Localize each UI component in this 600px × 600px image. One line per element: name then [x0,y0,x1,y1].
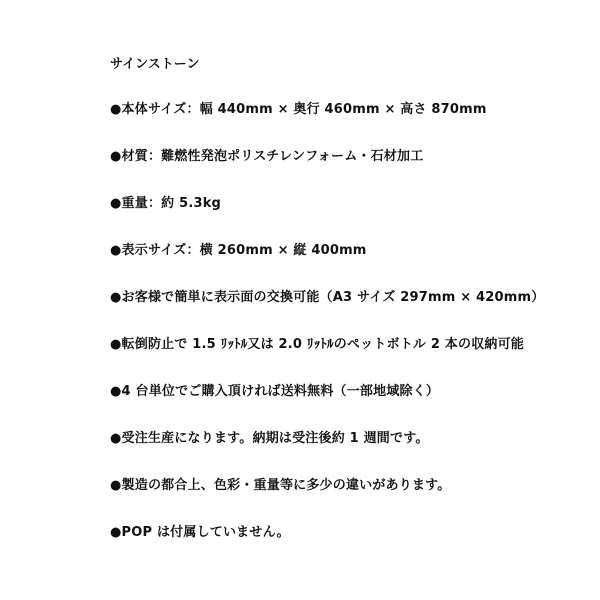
spec-line-body-size: ●本体サイズ：幅 440mm × 奥行 460mm × 高さ 870mm [110,102,487,117]
product-title: サインストーン [110,57,200,72]
spec-line-manufacturing-note: ●製造の都合上、色彩・重量等に多少の違いがあります。 [110,478,451,493]
spec-line-display-swap: ●お客様で簡単に表示面の交換可能（A3 サイズ 297mm × 420mm） [110,290,545,305]
spec-line-anti-tip: ●転倒防止で 1.5 ﾘｯﾄﾙ又は 2.0 ﾘｯﾄﾙのペットボトル 2 本の収納可能 [110,337,525,352]
spec-line-free-shipping: ●4 台単位でご購入頂ければ送料無料（一部地域除く） [110,384,440,399]
spec-line-pop-not-included: ●POP は付属していません。 [110,525,290,540]
spec-line-material: ●材質：難燃性発泡ポリスチレンフォーム・石材加工 [110,149,424,164]
spec-line-made-to-order: ●受注生産になります。納期は受注後約 1 週間です。 [110,431,429,446]
spec-line-weight: ●重量：約 5.3kg [110,196,222,211]
spec-line-display-size: ●表示サイズ：横 260mm × 縦 400mm [110,243,367,258]
spec-document [110,55,580,570]
